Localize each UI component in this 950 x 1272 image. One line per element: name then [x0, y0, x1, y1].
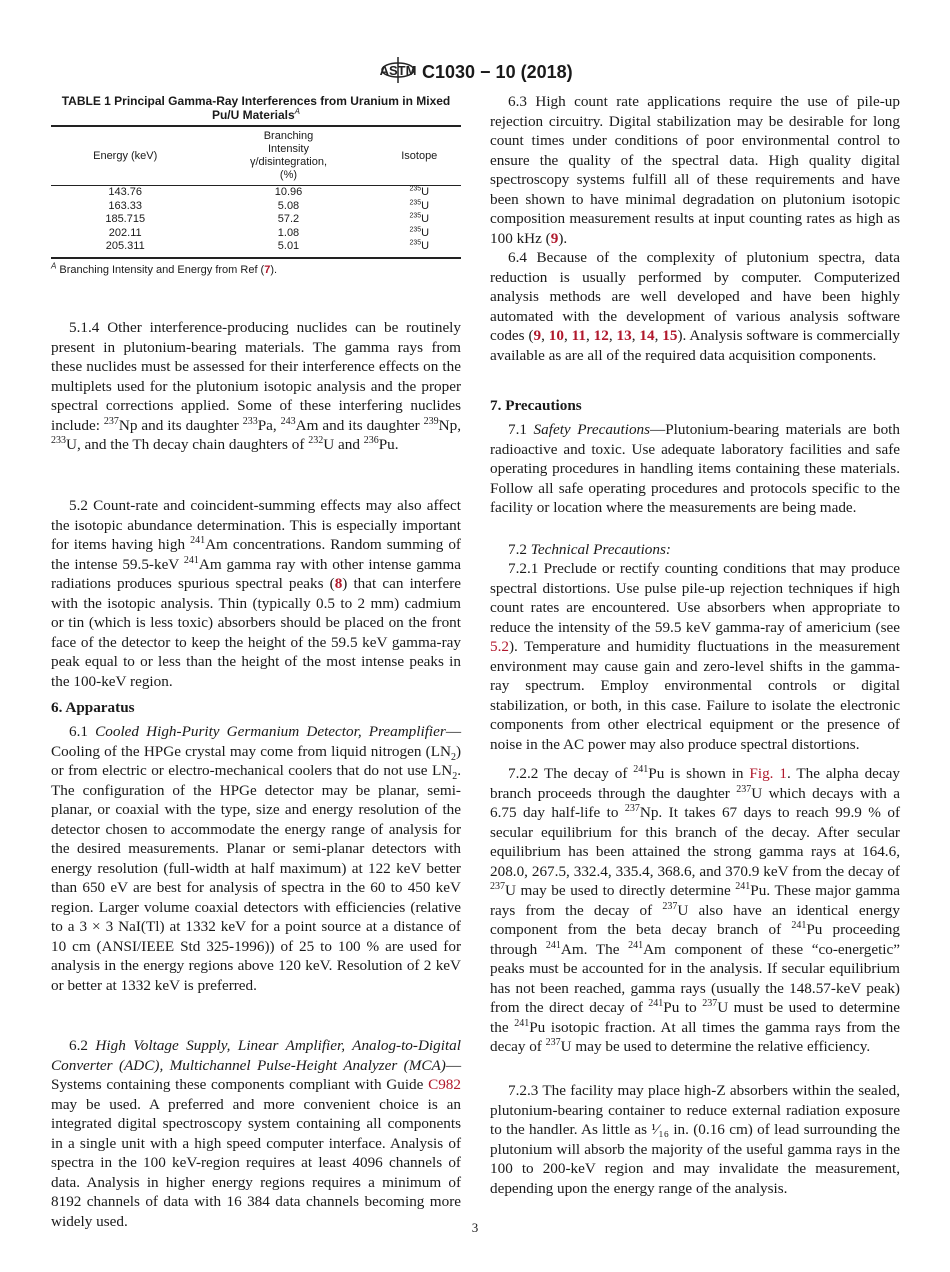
section-heading: [490, 396, 582, 416]
superscript: 241: [735, 880, 751, 892]
paragraph: [490, 540, 900, 560]
text-run: U, and the Th decay chain daughters of: [66, 436, 309, 453]
energy-cell: 202.11: [108, 226, 142, 239]
text-run: ). Temperature and humidity fluctuations in the measurement environment may cause gain and zero-level shifts in the gamma-ray spectrum. Employ environmental controls or digital stabilization, or both, in this case. Failure to isolate the electronic components from other electrical equipment or the presence of noise in the AC power may also produce spectral distortions.: [490, 638, 900, 753]
superscript: 236: [363, 434, 379, 446]
energy-cell: 163.33: [108, 199, 143, 212]
table-footnote: [51, 260, 461, 276]
col-energy: Energy (keV): [93, 149, 158, 162]
text-run: U may be used to directly determine: [505, 882, 736, 899]
text-run: may be used. A preferred and more convenient choice is an integrated digital spectroscopy system containing all components in a single unit with a high speed computer interface. Analysis of spectra in the 100 keV-region requires at least 4096 channels of data. Analysis in higher energy regions requires a minimum of 8192 channels of data with 16 384 data channels becoming more widely used.: [51, 1095, 461, 1230]
intensity-cell: 5.01: [277, 240, 300, 252]
mass-number: 235: [409, 185, 422, 193]
mass-number: 235: [409, 198, 422, 206]
element: U: [421, 226, 430, 239]
text-run: Am. The: [560, 940, 629, 958]
superscript: 241: [545, 939, 561, 951]
table-row: [51, 200, 461, 214]
text-run: —Systems containing these components compliant with Guide: [51, 1056, 461, 1093]
paragraph: [490, 248, 900, 365]
mass-number: 235: [409, 212, 422, 220]
footnote-marker: A: [51, 260, 57, 270]
page-header: [380, 56, 573, 89]
table-row: [51, 227, 461, 241]
italic-run: Cooled High-Purity Germanium Detector, Preamplifier: [95, 723, 446, 740]
text-run: ,: [654, 327, 663, 344]
isotope-cell: [378, 227, 461, 241]
text-run: ) that can interfere with the isotopic analysis. Thin (typically 0.5 to 2 mm) cadmium or tin (which is less toxic) absorbers should be placed on the front face of the detector to keep the height of the 59.5 keV gamma-ray peak equal to or less than the height of the most intense peaks in the 100-keV region.: [51, 575, 461, 690]
superscript: 237: [624, 802, 640, 814]
text-run: Np. It takes 67 days to reach 99.9 % of secular equilibrium for this branch of the decay. After secular equilibrium has been attained the strong gamma rays at 164.6, 208.0, 267.5, 332.4, 335.4, 368.6, and 370.9 keV from the decay of: [490, 804, 900, 880]
intensity-cell: 5.08: [277, 199, 300, 212]
italic-run: Safety Precautions: [533, 421, 651, 438]
text-run: 7.2.3 The facility may place high-Z absorbers within the sealed, plutonium-bearing container to reduce external radiation exposure to the handler. As little as ¹⁄₁₆ in. (0.16 cm) of lead surrounding the plutonium will absorb the majority of the useful gamma rays in the 100 to 200-keV region and may invalidate the measurement, depending upon the energy range of the analysis.: [490, 1082, 900, 1197]
italic-run: High Voltage Supply, Linear Amplifier, Analog-to-Digital Converter (ADC), Multichannel Pulse-Height Analyzer (MCA): [51, 1037, 461, 1074]
element: U: [421, 240, 430, 252]
text-run: U must be used to determine the: [490, 999, 900, 1036]
element: U: [421, 213, 430, 225]
text-run: Am component of these “co-energetic” peaks must be accounted for in the analysis. If secular equilibrium has not been reached, gamma rays (usually the 148.57-keV peak) from the direct decay of: [490, 940, 901, 1016]
text-run: 6.4 Because of the complexity of plutonium spectra, data reduction is usually performed by computer. Computerized analysis methods are well developed and have been highly automated with the development of various analysis software codes (: [490, 249, 900, 344]
reference-link[interactable]: 9: [550, 229, 559, 247]
col-isotope: Isotope: [401, 149, 438, 162]
isotope-cell: [378, 186, 461, 200]
table-row: [51, 240, 461, 258]
superscript: 241: [190, 534, 206, 546]
text-run: —Cooling of the HPGe crystal may come from liquid nitrogen (LN: [51, 723, 461, 760]
superscript: 241: [183, 554, 199, 566]
energy-cell: 185.715: [105, 213, 146, 225]
superscript: 237: [736, 783, 752, 795]
standard-designation: C1030 − 10 (2018): [422, 62, 573, 82]
text-run: Pu.: [378, 436, 399, 453]
reference-link[interactable]: 10: [548, 327, 564, 344]
element: U: [421, 199, 430, 212]
astm-logo-icon: [380, 56, 416, 89]
paragraph: [490, 559, 900, 754]
text-run: . The alpha decay branch proceeds through the daughter: [490, 765, 900, 802]
isotope-cell: [378, 213, 461, 227]
subscript: 2: [452, 771, 458, 783]
text-run: 5.1.4 Other interference-producing nuclides can be routinely present in plutonium-bearing materials. The gamma rays from these nuclides must be assessed for their interference effects on the multiplets used for the plutonium isotopic analysis and the proper spectral corrections applied. Some of these interfering nuclides include:: [51, 319, 461, 434]
text-run: U and: [323, 436, 364, 453]
text-run: Pu isotopic fraction. At all times the gamma rays from the decay of: [490, 1018, 900, 1055]
paragraph: [51, 496, 461, 691]
superscript: 241: [628, 939, 644, 951]
superscript: 241: [633, 763, 649, 775]
text-run: 6.3 High count rate applications require the use of pile-up rejection circuitry. Digital stabilization may be desirable for long count times under conditions of poor environmental control to ensure the quality of the spectral data. High quality digital spectroscopy systems fulfill all of these requirements and have been shown to have minimal degradation on plutonium isotopic composition measurement results at input counting rates as high as 100 kHz (: [490, 93, 900, 247]
text-run: ,: [608, 327, 617, 344]
superscript: 241: [791, 919, 807, 931]
reference-link[interactable]: 8: [334, 575, 343, 592]
text-run: 7.2: [508, 541, 531, 558]
reference-link[interactable]: 11: [571, 327, 586, 344]
svg-text:ASTM: ASTM: [380, 63, 416, 78]
col-branching-intensity: Branching Intensity γ/disintegration, (%): [249, 130, 327, 181]
footnote-marker: A: [294, 107, 301, 116]
page-number: 3: [471, 1220, 479, 1235]
text-run: ). Analysis software is commercially available as are all of the required data acquisition components.: [490, 327, 901, 364]
italic-run: Technical Precautions:: [530, 541, 671, 558]
text-run: Np and its daughter: [118, 416, 243, 434]
superscript: 237: [490, 880, 505, 892]
interference-table: [51, 125, 461, 259]
superscript: 237: [662, 900, 678, 912]
superscript: 237: [702, 997, 718, 1009]
paragraph: [51, 318, 461, 455]
mass-number: 235: [409, 239, 422, 247]
text-run: 5.2 Count-rate and coincident-summing effects may also affect the isotopic abundance determination. This is especially important for items having high: [51, 497, 461, 553]
intensity-cell: 57.2: [277, 213, 300, 225]
paragraph: [490, 420, 900, 518]
superscript: 232: [308, 434, 324, 446]
cross-reference-link[interactable]: 5.2: [490, 638, 509, 655]
paragraph: [490, 92, 900, 248]
cross-reference-link[interactable]: Fig. 1: [749, 765, 787, 782]
reference-link[interactable]: 7: [264, 263, 271, 276]
table-row: [51, 186, 461, 200]
text-run: 6.1: [69, 723, 96, 740]
text-run: 7. Precautions: [490, 397, 582, 414]
intensity-cell: 1.08: [277, 226, 300, 239]
section-heading: [51, 698, 135, 718]
text-run: ,: [586, 327, 594, 344]
paragraph: [490, 1081, 900, 1198]
reference-link[interactable]: 9: [533, 327, 542, 344]
text-run: . The configuration of the HPGe detector may be planar, semi-planar, or coaxial with the type, size and energy resolution of the detector chosen to accommodate the energy range of analysis for the desired measurements. Planar or semi-planar detectors with energy resolution (full-width at half maximum) at 122 keV better than 650 eV are best for analysis of spectra in the 60 to 450 keV region. Larger volume coaxial detectors with efficiencies (relative to a 3 × 3 NaI(Tl) at 1332 keV for a point source at a distance of 10 cm (ANSI/IEEE Std 325-1996)) of 25 to 100 % are used for analysis in the energy regions above 120 keV. Resolution of 2 keV or better at 1332 keV is preferred.: [51, 762, 461, 994]
paragraph: [51, 1036, 461, 1231]
text-run: Am concentrations. Random summing of the intense 59.5-keV: [51, 536, 461, 573]
text-run: Am gamma ray with other intense gamma radiations produces spurious spectral peaks (: [51, 555, 461, 592]
reference-link[interactable]: 13: [616, 327, 632, 344]
table-caption-text: TABLE 1 Principal Gamma-Ray Interferences from Uranium in Mixed Pu/U Materials: [61, 94, 451, 122]
text-run: 7.2.2 The decay of: [508, 765, 634, 782]
text-run: ) or from electric or electro-mechanical coolers that do not use LN: [51, 742, 461, 779]
text-run: Pu is shown in: [648, 765, 750, 782]
text-run: 6.2: [69, 1037, 96, 1054]
text-run: ).: [558, 229, 568, 247]
cross-reference-link[interactable]: C982: [428, 1076, 461, 1093]
text-run: U also have an identical energy component from the beta decay branch of: [490, 901, 900, 938]
text-run: U may be used to determine the relative efficiency.: [560, 1038, 871, 1055]
energy-cell: 205.311: [105, 240, 145, 252]
paragraph: [51, 722, 461, 995]
text-run: 7.1: [508, 421, 534, 438]
reference-link[interactable]: 12: [593, 327, 609, 344]
text-run: Am and its daughter: [295, 416, 424, 434]
paragraph: [490, 764, 900, 1057]
table-header-row: [51, 126, 461, 186]
reference-link[interactable]: 15: [662, 327, 678, 344]
superscript: 241: [648, 997, 664, 1009]
table-row: [51, 213, 461, 227]
superscript: 233: [242, 415, 258, 427]
reference-link[interactable]: 14: [639, 327, 655, 344]
superscript: 237: [545, 1036, 561, 1048]
intensity-cell: 10.96: [274, 186, 303, 198]
footnote-text: Branching Intensity and Energy from Ref (: [56, 263, 265, 276]
superscript: 241: [514, 1017, 530, 1029]
superscript: 243: [280, 415, 296, 427]
text-run: ,: [541, 327, 549, 344]
text-run: Pu. These major gamma rays from the decay of: [490, 882, 900, 919]
element: U: [421, 186, 430, 198]
table-1: [51, 94, 461, 276]
text-run: Pu to: [663, 999, 703, 1016]
energy-cell: 143.76: [108, 186, 143, 198]
isotope-cell: [378, 200, 461, 214]
text-run: —Plutonium-bearing materials are both radioactive and toxic. Use adequate laboratory facilities and safe operating procedures in handling items containing these materials. Follow all safe operating procedures and protocols specific to the facility or location where the measurements are being made.: [490, 421, 900, 516]
superscript: 237: [103, 415, 119, 427]
isotope-cell: [378, 240, 461, 258]
text-run: ,: [631, 327, 640, 344]
text-run: Pu proceeding through: [490, 921, 900, 958]
superscript: 239: [423, 415, 439, 427]
mass-number: 235: [409, 225, 422, 233]
text-run: ,: [563, 327, 572, 344]
text-run: 6. Apparatus: [51, 699, 135, 716]
superscript: 233: [51, 434, 66, 446]
footnote-text: ).: [270, 263, 278, 276]
text-run: Np,: [438, 416, 462, 434]
text-run: Pa,: [257, 416, 281, 434]
text-run: U which decays with a 6.75 day half-life to: [490, 784, 900, 821]
text-run: 7.2.1 Preclude or rectify counting conditions that may produce spectral distortions. Use pulse pile-up rejection techniques if high count rates are encountered. Use absorbers when appropriate to reduce the intensity of the 59.5 keV gamma-ray of americium (see: [490, 560, 900, 636]
table-caption: [51, 94, 461, 122]
subscript: 2: [450, 751, 456, 763]
